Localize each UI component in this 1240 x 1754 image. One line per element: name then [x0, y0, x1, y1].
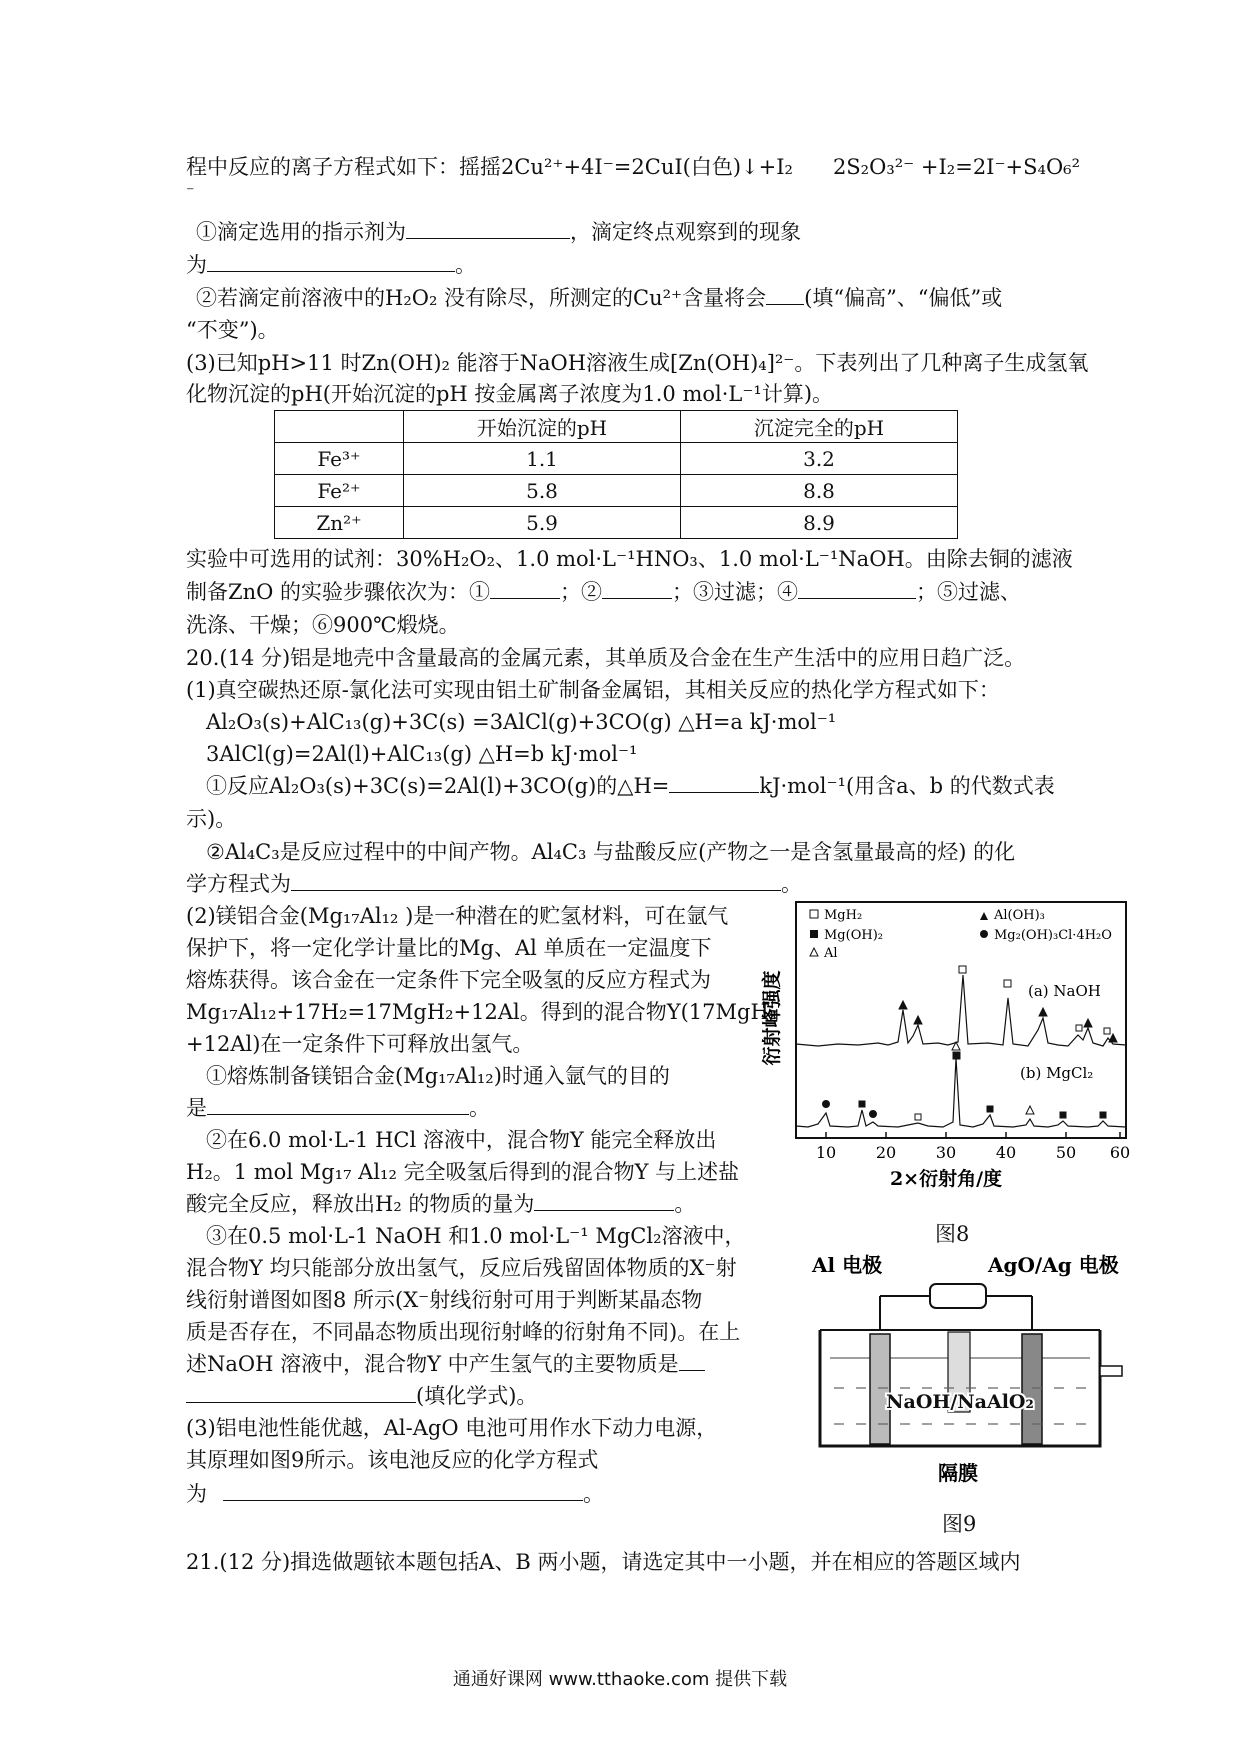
legend-mgh2: MgH₂	[824, 908, 863, 923]
answer-blank[interactable]	[406, 220, 570, 239]
al-electrode	[870, 1334, 890, 1444]
legend-al: Al	[824, 946, 838, 961]
square-filled-icon	[810, 930, 818, 938]
text-line: 为 。	[186, 1482, 604, 1506]
answer-blank[interactable]	[679, 1352, 705, 1371]
triangle-open-icon	[810, 948, 818, 956]
table-row	[275, 475, 958, 507]
text-line: ③在0.5 mol·L-1 NaOH 和1.0 mol·L⁻¹ MgCl₂溶液中，	[206, 1224, 746, 1248]
text-line: 线衍射谱图如图8 所示(X⁻射线衍射可用于判断某晶态物	[186, 1288, 703, 1312]
load-icon	[930, 1284, 986, 1308]
text-line: ②若滴定前溶液中的H₂O₂ 没有除尽，所测定的Cu²⁺含量将会 (填“偏高”、“偏低”或	[196, 286, 1003, 310]
trace-a-label: (a) NaOH	[1028, 982, 1101, 1000]
text-line: 洗涤、干燥；⑥900℃煅烧。	[186, 613, 460, 637]
al-electrode-label: Al 电极	[812, 1253, 883, 1277]
x-tick-label: 50	[1055, 1143, 1077, 1162]
text-line: 为 。	[186, 253, 476, 277]
table-header: 开始沉淀的pH	[404, 411, 681, 443]
table-cell: Zn²⁺	[275, 507, 404, 539]
table-row	[275, 507, 958, 539]
table-cell: Fe³⁺	[275, 443, 404, 475]
circle-filled-icon	[980, 930, 988, 938]
x-tick-label: 30	[935, 1143, 957, 1162]
text-line: “不变”)。	[186, 318, 279, 342]
answer-blank[interactable]	[602, 580, 672, 599]
text-line: 实验中可选用的试剂：30%H₂O₂、1.0 mol·L⁻¹HNO₃、1.0 mol·L⁻¹NaOH。由除去铜的滤液	[186, 547, 1073, 571]
trace-b-label: (b) MgCl₂	[1020, 1064, 1094, 1082]
text-line: 保护下，将一定化学计量比的Mg、Al 单质在一定温度下	[186, 936, 712, 960]
y-axis-label: 衍射峰强度	[761, 970, 783, 1066]
legend-mgoh2: Mg(OH)₂	[824, 928, 883, 943]
text-line: 21.(12 分)揖选做题铱本题包括A、B 两小题，请选定其中一小题，并在相应的答题区域内	[186, 1550, 1021, 1574]
text-line: ①反应Al₂O₃(s)+3C(s)=2Al(l)+3CO(g)的△H= kJ·mol⁻¹(用含a、b 的代数式表	[206, 774, 1055, 798]
answer-blank[interactable]	[207, 253, 455, 272]
triangle-filled-icon	[980, 912, 988, 920]
table-row	[275, 443, 958, 475]
table-header	[275, 411, 404, 443]
text-line: 20.(14 分)铝是地壳中含量最高的金属元素，其单质及合金在生产生活中的应用日趋广泛。	[186, 646, 1026, 670]
answer-blank[interactable]	[766, 286, 804, 305]
legend-mg2oh3cl: Mg₂(OH)₃Cl·4H₂O	[994, 928, 1112, 943]
text-line: 3AlCl(g)=2Al(l)+AlC₁₃(g) △H=b kJ·mol⁻¹	[206, 742, 638, 766]
answer-blank[interactable]	[669, 774, 759, 793]
text-line: 学方程式为 。	[186, 872, 802, 896]
figure-8-xrd	[758, 900, 1138, 1200]
text-line: 混合物Y 均只能部分放出氢气，反应后残留固体物质的X⁻射	[186, 1256, 737, 1280]
x-tick-label: 20	[875, 1143, 897, 1162]
ago-electrode	[1022, 1334, 1042, 1444]
ph-table	[274, 410, 958, 539]
table-cell: 5.9	[404, 507, 681, 539]
answer-blank[interactable]	[534, 1192, 674, 1211]
text-line: (3)铝电池性能优越，Al-AgO 电池可用作水下动力电源，	[186, 1416, 718, 1440]
electrolyte-label: NaOH/NaAlO₂	[886, 1391, 1034, 1413]
table-cell: Fe²⁺	[275, 475, 404, 507]
table-cell: 3.2	[681, 443, 958, 475]
text-line: ①滴定选用的指示剂为 ，滴定终点观察到的现象	[196, 220, 801, 244]
text-line: ②在6.0 mol·L-1 HCl 溶液中，混合物Y 能完全释放出	[206, 1128, 717, 1152]
text-line: 酸完全反应，释放出H₂ 的物质的量为 。	[186, 1192, 696, 1216]
figure-8-caption: 图8	[935, 1222, 970, 1246]
table-cell: 8.8	[681, 475, 958, 507]
x-tick-label: 10	[815, 1143, 837, 1162]
text-line: (1)真空碳热还原-氯化法可实现由铝土矿制备金属铝，其相关反应的热化学方程式如下：	[186, 678, 1000, 702]
answer-blank[interactable]	[291, 872, 781, 891]
text-line: ②Al₄C₃是反应过程中的中间产物。Al₄C₃ 与盐酸反应(产物之一是含氢量最高的烃) 的化	[206, 840, 1016, 864]
membrane-label: 隔膜	[938, 1461, 978, 1485]
text-line: 熔炼获得。该合金在一定条件下完全吸氢的反应方程式为	[186, 968, 711, 992]
ago-electrode-label: AgO/Ag 电极	[988, 1253, 1119, 1277]
text-line: 制备ZnO 的实验步骤依次为：① ；② ；③过滤；④ ；⑤过滤、	[186, 580, 1022, 604]
text-line: Mg₁₇Al₁₂+17H₂=17MgH₂+12Al。得到的混合物Y(17MgH₂	[186, 1000, 778, 1024]
legend-aloh3: Al(OH)₃	[994, 908, 1045, 923]
text-line: 程中反应的离子方程式如下：摇摇2Cu²⁺+4I⁻=2CuI(白色)↓+I₂ 2S₂O₃²⁻ +I₂=2I⁻+S₄O₆²	[186, 155, 1081, 179]
text-line: H₂。1 mol Mg₁₇ Al₁₂ 完全吸氢后得到的混合物Y 与上述盐	[186, 1160, 740, 1184]
table-header: 沉淀完全的pH	[681, 411, 958, 443]
text-line: (填化学式)。	[186, 1382, 537, 1410]
table-cell: 5.8	[404, 475, 681, 507]
page-footer: 通通好课网 www.tthaoke.com 提供下载	[452, 1669, 788, 1690]
outlet-icon	[1100, 1366, 1122, 1376]
text-line: Al₂O₃(s)+AlC₁₃(g)+3C(s) =3AlCl(g)+3CO(g) △H=a kJ·mol⁻¹	[206, 710, 837, 734]
table-cell: 8.9	[681, 507, 958, 539]
text-line: 化物沉淀的pH(开始沉淀的pH 按金属离子浓度为1.0 mol·L⁻¹计算)。	[186, 382, 834, 406]
x-tick-label: 60	[1109, 1143, 1131, 1162]
answer-blank[interactable]	[490, 580, 560, 599]
answer-blank[interactable]	[223, 1482, 583, 1501]
figure-9-battery	[800, 1248, 1140, 1488]
text-line: ①熔炼制备镁铝合金(Mg₁₇Al₁₂)时通入氩气的目的	[206, 1064, 670, 1088]
text-line: 是 。	[186, 1096, 490, 1120]
text-line: 示)。	[186, 807, 237, 831]
square-open-icon	[810, 910, 818, 918]
text-line: (2)镁铝合金(Mg₁₇Al₁₂ )是一种潜在的贮氢材料，可在氩气	[186, 904, 729, 928]
answer-blank[interactable]	[186, 1384, 416, 1403]
text-line: 质是否存在，不同晶态物质出现衍射峰的衍射角不同)。在上	[186, 1320, 741, 1344]
text-line: +12Al)在一定条件下可释放出氢气。	[186, 1032, 534, 1056]
answer-blank[interactable]	[207, 1096, 469, 1115]
text-line: 述NaOH 溶液中，混合物Y 中产生氢气的主要物质是	[186, 1350, 705, 1378]
answer-blank[interactable]	[798, 580, 916, 599]
x-tick-label: 40	[995, 1143, 1017, 1162]
table-cell: 1.1	[404, 443, 681, 475]
x-axis-label: 2×衍射角/度	[889, 1168, 1003, 1190]
text-line: 其原理如图9所示。该电池反应的化学方程式	[186, 1448, 599, 1472]
figure-9-caption: 图9	[942, 1512, 977, 1536]
text-line: (3)已知pH>11 时Zn(OH)₂ 能溶于NaOH溶液生成[Zn(OH)₄]²⁻。下表列出了几种离子生成氢氧	[186, 351, 1089, 375]
text-line: ⁻	[186, 182, 195, 201]
